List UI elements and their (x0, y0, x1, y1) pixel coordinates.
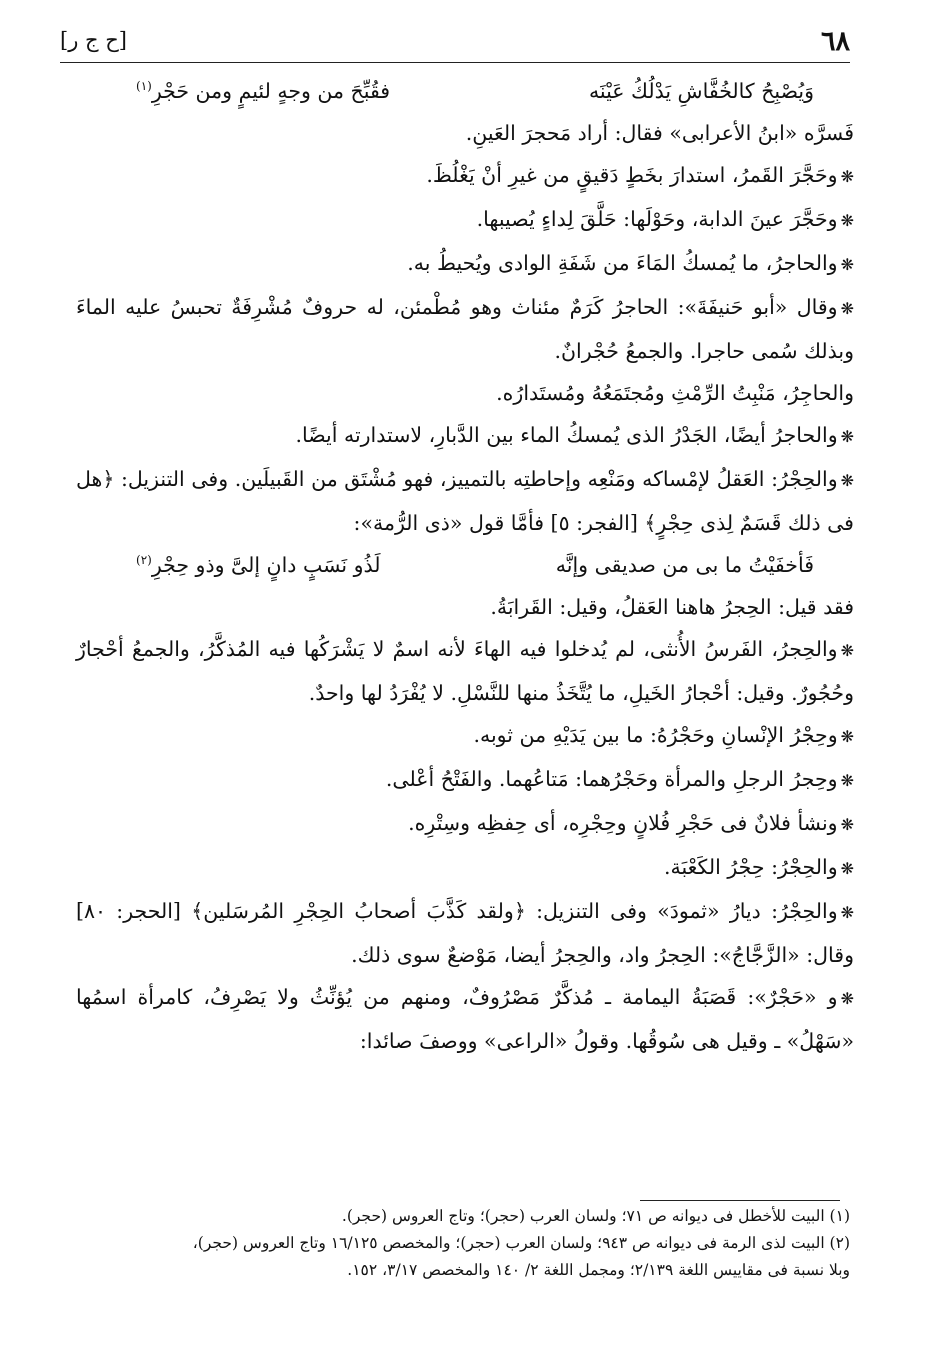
entry-line: والحاجِرُ، مَنْبِتُ الرِّمْثِ ومُجتَمَعُهُ ومُستَدارُه. (496, 381, 854, 405)
asterisk-icon: ❋ (840, 727, 854, 746)
entry-line: ❋والحِجْرُ: حِجْرُ الكَعْبَة. (663, 855, 854, 879)
entry-line: ❋والحِجْرُ: ديارُ «ثمودَ» وفى التنزيل: ﴿ولقد كَذَّبَ أصحابُ الحِجْرِ المُرسَلين﴾ [الحجر: ٨٠] وقال: «الزَّجَّاجُ»: الحِجرُ واد، والحِجرُ أيضا، مَوْضعٌ سوى ذلك. (76, 899, 854, 967)
entry-line: ❋وقال «أبو حَنيفَةَ»: الحاجرُ كَرَمٌ مئناث وهو مُطْمئن، له حروفٌ مُشْرِفَةٌ تحبسُ عليه الماءَ وبذلك سُمى حاجرا. والجمعُ حُجْرانٌ. (76, 295, 854, 363)
asterisk-icon: ❋ (840, 471, 854, 490)
page-header (60, 20, 850, 63)
footnote-ref-1: (١) (136, 79, 152, 94)
footnote-2-continued: وبلا نسبة فى مقاييس اللغة ٢/١٣٩؛ ومجمل اللغة ٢/ ١٤٠ والمخصص ٣/١٧، ١٥٢. (347, 1261, 850, 1279)
dictionary-body (76, 70, 854, 1062)
verse-1 (76, 70, 854, 112)
entry-line: ❋وحَجَّرَ القَمرُ، استدارَ بخَطٍ دَقيقٍ من غيرِ أنْ يَغْلُظَ. (426, 163, 854, 187)
verse-2-hemistich-2: لَذُو نَسَبٍ دانٍ إلىَّ وذو حِجْرِ$^{(٢)}$ (136, 553, 381, 577)
verse-1-hemistich-2: فقُبِّحَ من وجهٍ لئيمٍ ومن حَجْرِ$^{(١)}$ (136, 79, 391, 103)
footnote-1: (١) البيت للأخطل فى ديوانه ص ٧١؛ ولسان العرب (حجر)؛ وتاج العروس (حجر). (341, 1207, 850, 1225)
entry-line: ❋ونشأ فلانٌ فى حَجْرِ فُلانٍ وحِجْرِه، أى حِفظِه وسِتْرِه. (408, 811, 854, 835)
footnotes (70, 1203, 850, 1284)
entry-line: ❋والحِجْرُ: العَقلُ لإمْساكه ومَنْعِه وإحاطتِه بالتمييز، فهو مُشْتَق من القَبيلَين. وفى التنزيل: ﴿هل فى ذلك قَسَمٌ لِذى حِجْرٍ﴾ [الفجر: ٥] فأمَّا قول «ذى الرُّمة»: (76, 467, 854, 535)
entry-line: ❋والحاجرُ، ما يُمسكُ المَاءَ من شَفَةِ الوادى ويُحيطُ به. (407, 251, 854, 275)
footnote-ref-2: (٢) (136, 553, 152, 568)
entry-line: فَسرَّه «ابنُ الأعرابى» فقال: أراد مَحجرَ العَينِ. (465, 121, 854, 145)
page-number: ٦٨ (820, 26, 850, 57)
asterisk-icon: ❋ (840, 255, 854, 274)
verse-2-hemistich-1: فَأخفَيْتُ ما بى من صديقى وإنَّه (555, 553, 814, 577)
asterisk-icon: ❋ (840, 815, 854, 834)
asterisk-icon: ❋ (840, 427, 854, 446)
asterisk-icon: ❋ (840, 771, 854, 790)
asterisk-icon: ❋ (840, 989, 854, 1008)
asterisk-icon: ❋ (840, 167, 854, 186)
entry-line: فقد قيل: الحِجرُ هاهنا العَقلُ، وقيل: القَرابَةُ. (490, 595, 854, 619)
asterisk-icon: ❋ (840, 299, 854, 318)
entry-line: ❋والحِجرُ، الفَرسُ الأُنثى، لم يُدخلوا فيه الهاءَ لأنه اسمٌ لا يَشْرَكُها فيه المُذكَّرُ، والجمعُ أحْجارٌ وحُجُورٌ. وقيل: أحْجارُ الخَيلِ، ما يُتَّخَذُ منها للنَّسْلِ. لا يُفْرَدُ لها واحدٌ. (76, 637, 854, 705)
entry-line: ❋وحِجرُ الرجلِ والمرأة وحَجْرُهما: مَتاعُهما. والفَتْحُ أعْلى. (385, 767, 854, 791)
asterisk-icon: ❋ (840, 211, 854, 230)
section-root-label: [ح ج ر] (60, 28, 127, 52)
footnote-divider (640, 1200, 840, 1201)
verse-2 (76, 544, 854, 586)
entry-line: ❋وحِجْرُ الإنْسانِ وحَجْرُهُ: ما بين يَدَيْهِ من ثوبه. (473, 723, 854, 747)
asterisk-icon: ❋ (840, 903, 854, 922)
asterisk-icon: ❋ (840, 859, 854, 878)
entry-line: ❋و «حَجْرٌ»: قَصَبَةُ اليمامة ـ مُذكَّرٌ مَصْرُوفٌ، ومنهم من يُؤنِّثُ ولا يَصْرِفُ، كامرأة اسمُها «سَهْلُ» ـ وقيل هى سُوقُها. وقولُ «الراعى» ووصفَ صائدا: (76, 985, 854, 1053)
entry-line: ❋والحاجرُ أيضًا، الجَدْرُ الذى يُمسكُ الماء بين الدَّبارِ، لاستدارته أيضًا. (295, 423, 854, 447)
footnote-2: (٢) البيت لذى الرمة فى ديوانه ص ٩٤٣؛ ولسان العرب (حجر)؛ والمخصص ١٦/١٢٥ وتاج العروس (حجر)، (192, 1234, 850, 1252)
verse-1-hemistich-1: وَيُصْبِحُ كالخُفَّاشِ يَدْلُكُ عَيْنَه (588, 79, 814, 103)
asterisk-icon: ❋ (840, 641, 854, 660)
entry-line: ❋وحَجَّرَ عينَ الدابة، وحَوْلَها: حَلَّقَ لِداءٍ يُصيبها. (476, 207, 854, 231)
